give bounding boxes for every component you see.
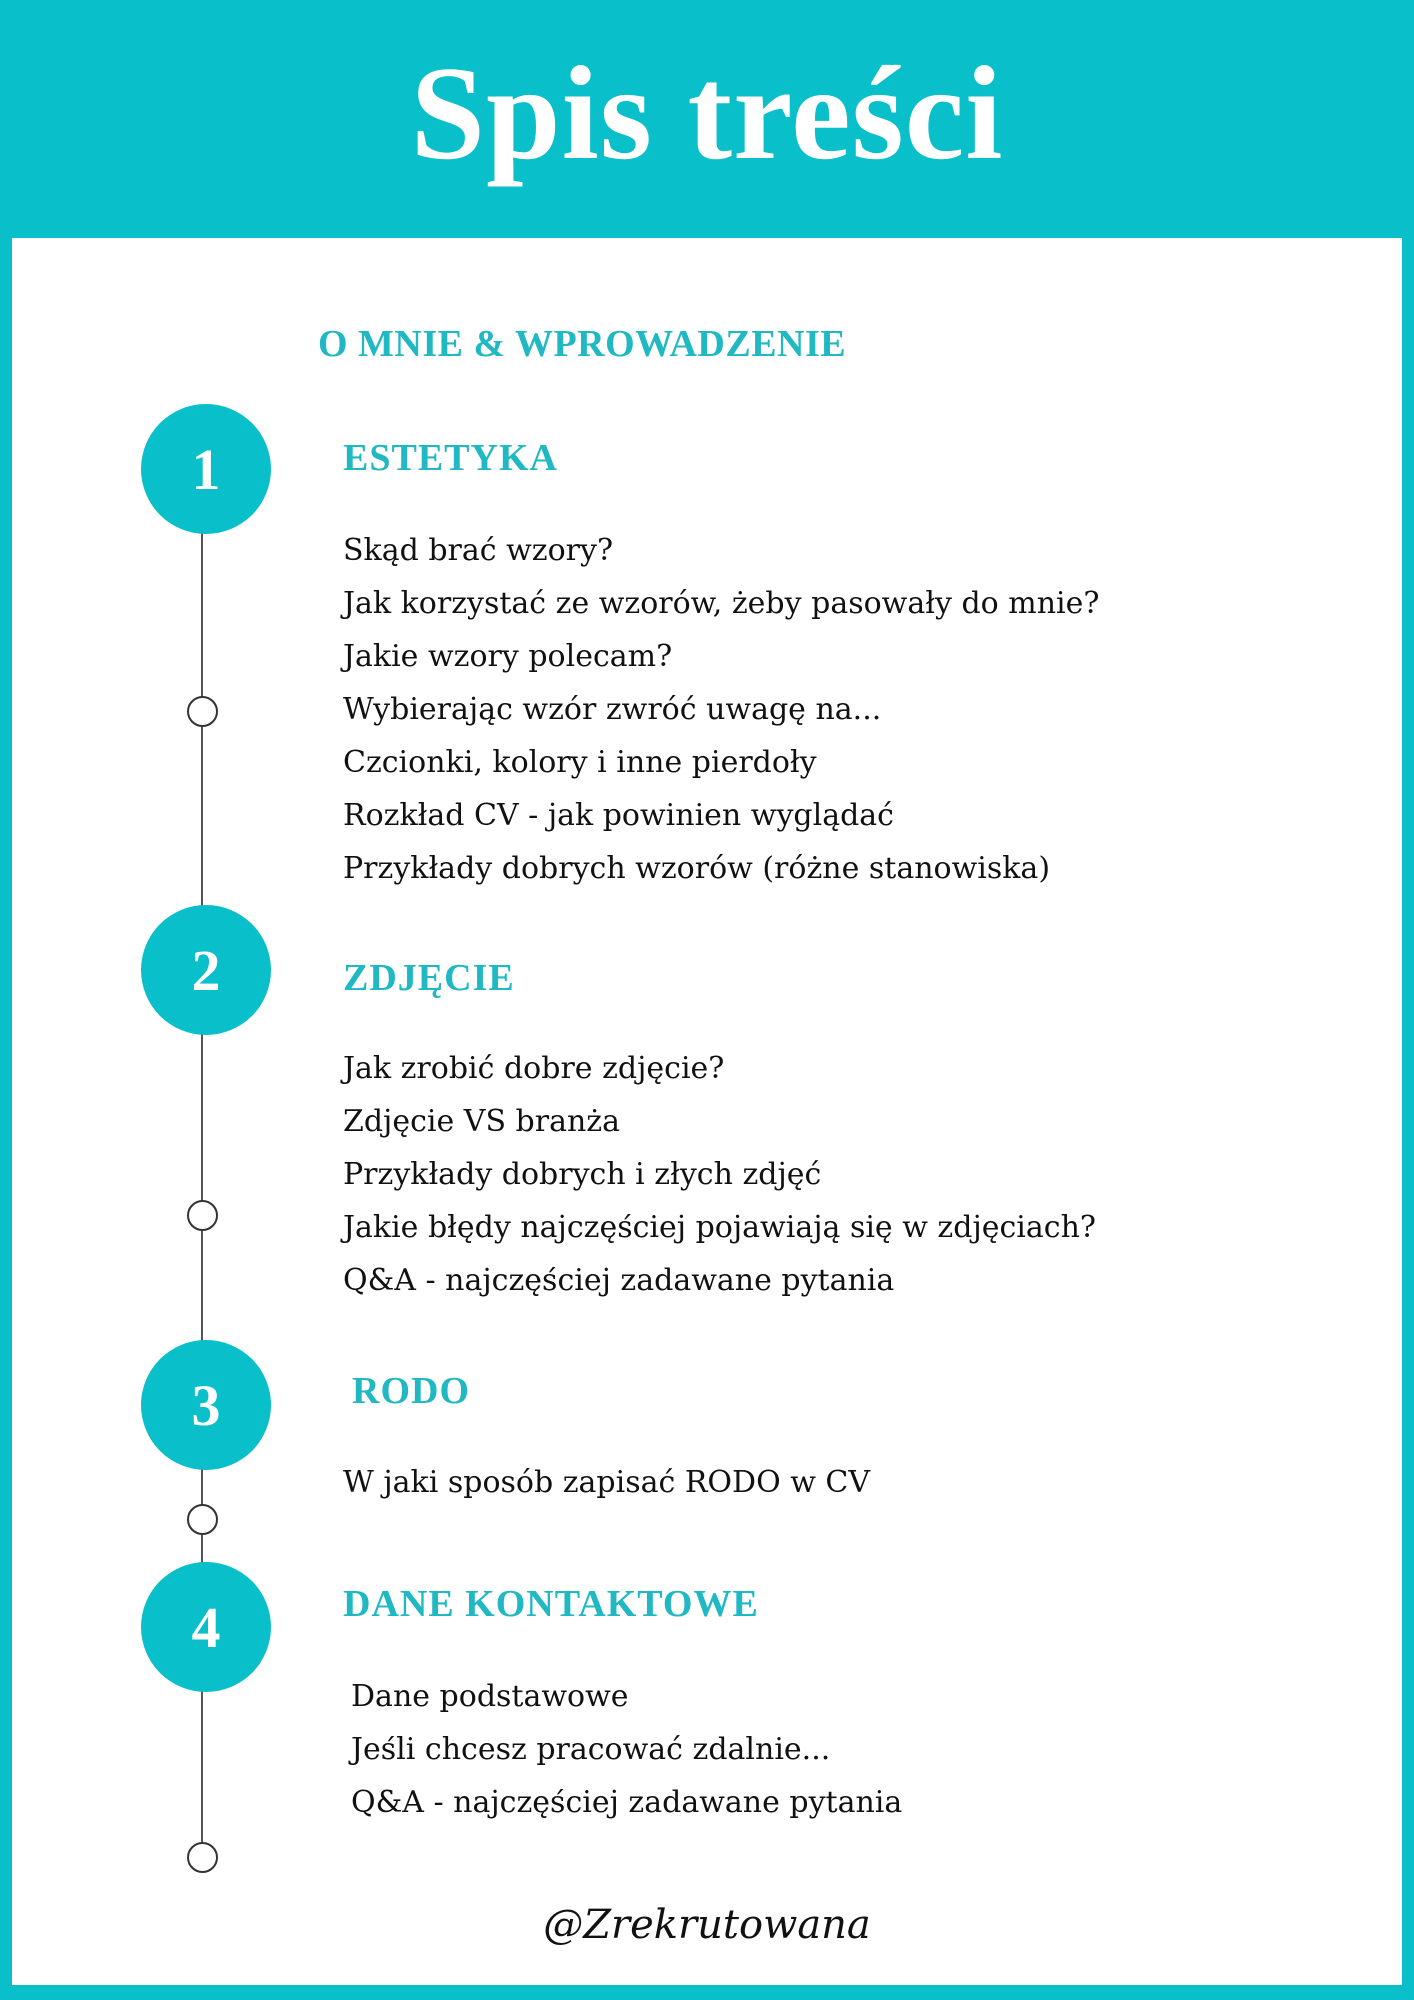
list-item: Czcionki, kolory i inne pierdoły	[343, 745, 817, 780]
list-item: Zdjęcie VS branża	[343, 1104, 620, 1139]
section-number-circle	[141, 404, 271, 534]
list-item: Jakie błędy najczęściej pojawiają się w zdjęciach?	[343, 1210, 1096, 1245]
section-title-estetyka: ESTETYKA	[343, 437, 558, 479]
list-item: W jaki sposób zapisać RODO w CV	[343, 1465, 871, 1500]
list-item: Jakie wzory polecam?	[343, 639, 673, 674]
section-items	[343, 524, 1099, 895]
section-number: 2	[191, 937, 221, 1003]
page-title: Spis treści	[410, 39, 1004, 187]
list-item: Jeśli chcesz pracować zdalnie...	[351, 1732, 831, 1767]
section-title-rodo: RODO	[352, 1370, 470, 1412]
section-number: 1	[191, 436, 221, 502]
section-items	[343, 1456, 870, 1509]
section-title-zdjecie: ZDJĘCIE	[343, 957, 515, 999]
list-item: Jak korzystać ze wzorów, żeby pasowały do mnie?	[343, 586, 1100, 621]
timeline-dot	[187, 696, 218, 727]
section-number-circle	[141, 905, 271, 1035]
section-items	[351, 1670, 902, 1829]
list-item: Wybierając wzór zwróć uwagę na...	[343, 692, 882, 727]
section-number-circle	[141, 1340, 271, 1470]
list-item: Przykłady dobrych wzorów (różne stanowiska)	[343, 851, 1051, 886]
section-title-dane-kontaktowe: DANE KONTAKTOWE	[343, 1583, 759, 1625]
list-item: Przykłady dobrych i złych zdjęć	[343, 1157, 822, 1192]
timeline-dot	[187, 1842, 218, 1873]
section-items	[343, 1042, 1096, 1307]
signature: @Zrekrutowana	[543, 1902, 871, 1948]
timeline-dot	[187, 1504, 218, 1535]
list-item: Dane podstawowe	[351, 1679, 629, 1714]
section-number-circle	[141, 1562, 271, 1692]
header-banner	[0, 0, 1414, 238]
list-item: Skąd brać wzory?	[343, 533, 614, 568]
list-item: Rozkład CV - jak powinien wyglądać	[343, 798, 894, 833]
section-number: 3	[191, 1372, 221, 1438]
list-item: Q&A - najczęściej zadawane pytania	[343, 1263, 895, 1298]
timeline-dot	[187, 1200, 218, 1231]
intro-heading: O MNIE & WPROWADZENIE	[318, 323, 847, 365]
list-item: Q&A - najczęściej zadawane pytania	[351, 1785, 903, 1820]
list-item: Jak zrobić dobre zdjęcie?	[343, 1051, 725, 1086]
section-number: 4	[191, 1594, 221, 1660]
